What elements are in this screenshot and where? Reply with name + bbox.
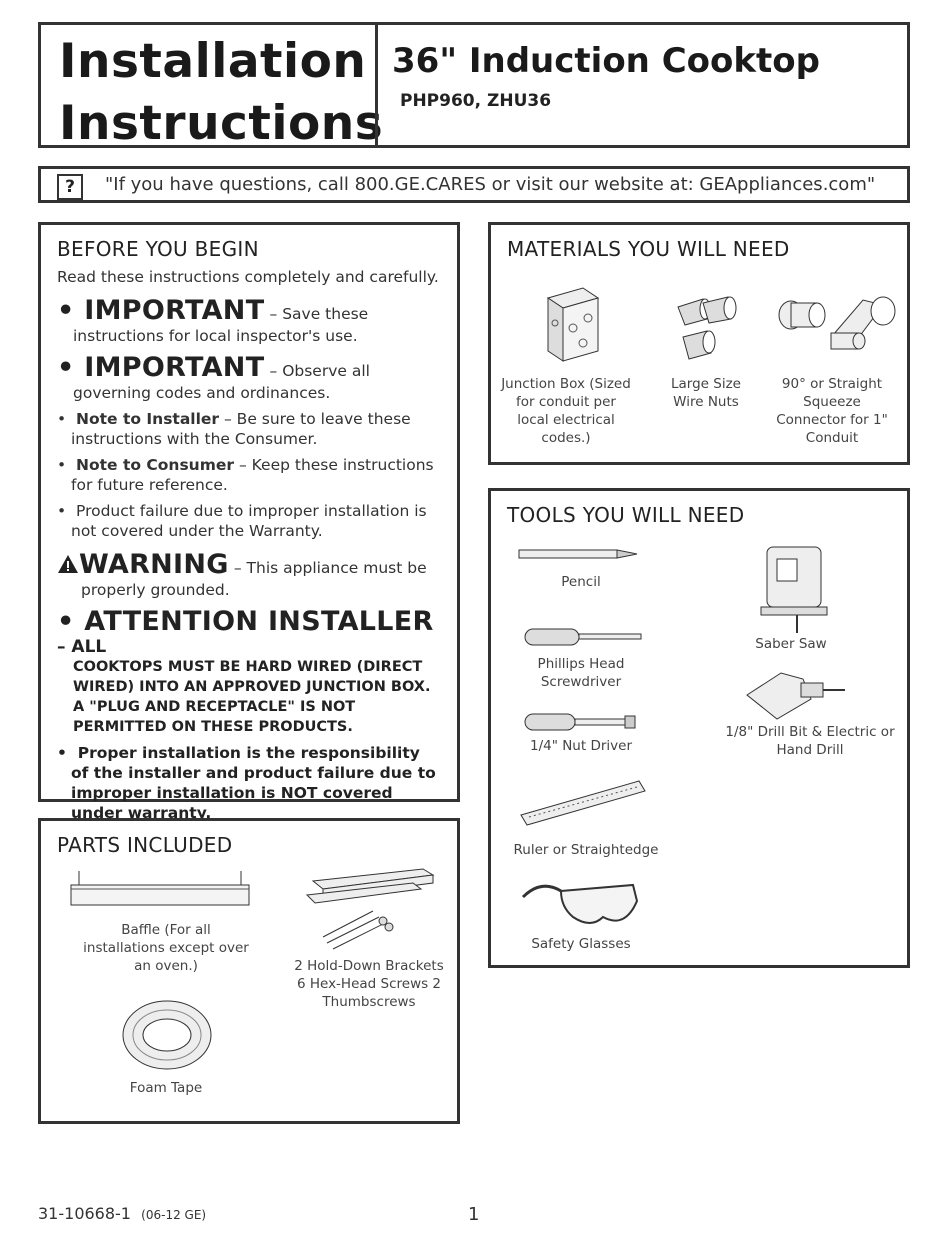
attention-head: • ATTENTION INSTALLER [57,606,434,637]
parts-item-3-label: Foam Tape [129,1080,203,1096]
product-block [375,22,910,148]
model-numbers: PHP960, ZHU36 [400,91,552,111]
drill-icon [741,665,851,725]
brackets-screws-icon [303,861,443,957]
materials-item-2-label: Large Size Wire Nuts [671,376,741,410]
doc-date: (06-12 GE) [141,1208,207,1222]
warning-text: – This appliance must be properly grounded. [81,559,427,599]
parts-item-1-label: Baffle (For all installations except over an oven.) [83,922,249,974]
attention-body: COOKTOPS MUST BE HARD WIRED (DIRECT WIRED) INTO AN APPROVED JUNCTION BOX. A "PLUG AND RECEPTACLE" IS NOT PERMITTED ON THESE PRODUCTS. [73,659,431,735]
tools-item-5-label: Safety Glasses [531,936,631,952]
tools-item-1-label: Pencil [561,574,601,590]
screwdriver-icon [521,625,647,649]
pencil-icon [517,547,641,561]
materials-title: MATERIALS YOU WILL NEED [507,237,790,261]
responsibility-note: • Proper installation is the responsibility of the installer and product failure due to improper installation is NOT covered under warranty. [57,744,436,822]
parts-included-section [38,818,460,1124]
tools-item-6-label: Saber Saw [755,636,827,652]
saber-saw-icon [757,543,837,635]
materials-section [488,222,910,465]
note-consumer-head: Note to Consumer [76,456,235,474]
note-consumer: • Note to Consumer – Keep these instructions for future reference. [57,456,434,494]
before-you-begin-section [38,222,460,822]
warning-icon [57,554,79,574]
before-title: BEFORE YOU BEGIN [57,237,259,261]
questions-bar [38,166,910,203]
failure-text: Product failure due to improper installation is not covered under the Warranty. [71,502,427,540]
materials-item-1-label: Junction Box (Sized for conduit per local electrical codes.) [501,376,631,446]
tools-item-4-label: Ruler or Straightedge [513,842,659,858]
wire-nuts-icon [673,295,743,365]
before-intro: Read these instructions completely and carefully. [57,268,439,286]
important-1-text: – Save these instructions for local inspector's use. [73,305,369,345]
safety-glasses-icon [521,877,641,933]
note-installer-head: Note to Installer [76,410,220,428]
materials-item-3-label: 90° or Straight Squeeze Connector for 1" Conduit [776,376,888,446]
baffle-icon [65,869,255,911]
important-2-head: • IMPORTANT [57,352,265,383]
failure-note: • Product failure due to improper installation is not covered under the Warranty. [57,502,427,540]
parts-title: PARTS INCLUDED [57,833,233,857]
note-installer: • Note to Installer – Be sure to leave these instructions with the Consumer. [57,410,411,448]
parts-item-2-label: 2 Hold-Down Brackets 6 Hex-Head Screws 2 Thumbscrews [294,958,444,1010]
note-consumer-text: – Keep these instructions for future reference. [71,456,434,494]
question-box-icon: ? [57,174,83,200]
foam-tape-icon [119,997,215,1073]
tools-item-3-label: 1/4" Nut Driver [529,738,632,754]
tools-item-2-label: Phillips Head Screwdriver [537,656,625,690]
junction-box-icon [543,283,603,365]
ruler-icon [519,779,649,829]
important-1-head: • IMPORTANT [57,295,265,326]
attention-tail: – ALL [57,637,107,657]
note-installer-text: – Be sure to leave these instructions with the Consumer. [71,410,411,448]
page-title-line2: Instructions [59,96,384,151]
page-number: 1 [468,1204,480,1225]
responsibility-text: Proper installation is the responsibility of the installer and product failure due to improper installation is NOT covered under warranty. [71,744,436,822]
page-title-line1: Installation [59,34,367,89]
important-2-text: – Observe all governing codes and ordinances. [73,362,370,402]
tools-section [488,488,910,968]
tools-item-7-label: 1/8" Drill Bit & Electric or Hand Drill [725,724,895,758]
tools-title: TOOLS YOU WILL NEED [507,503,745,527]
squeeze-connector-icon [773,285,903,365]
title-block [38,22,384,151]
product-title: 36" Induction Cooktop [392,41,820,81]
questions-text: "If you have questions, call 800.GE.CARES or visit our website at: GEAppliances.com" [105,174,876,195]
warning-head: WARNING [79,549,229,580]
nut-driver-icon [521,711,639,733]
doc-number: 31-10668-1 (06-12 GE) [38,1204,207,1223]
